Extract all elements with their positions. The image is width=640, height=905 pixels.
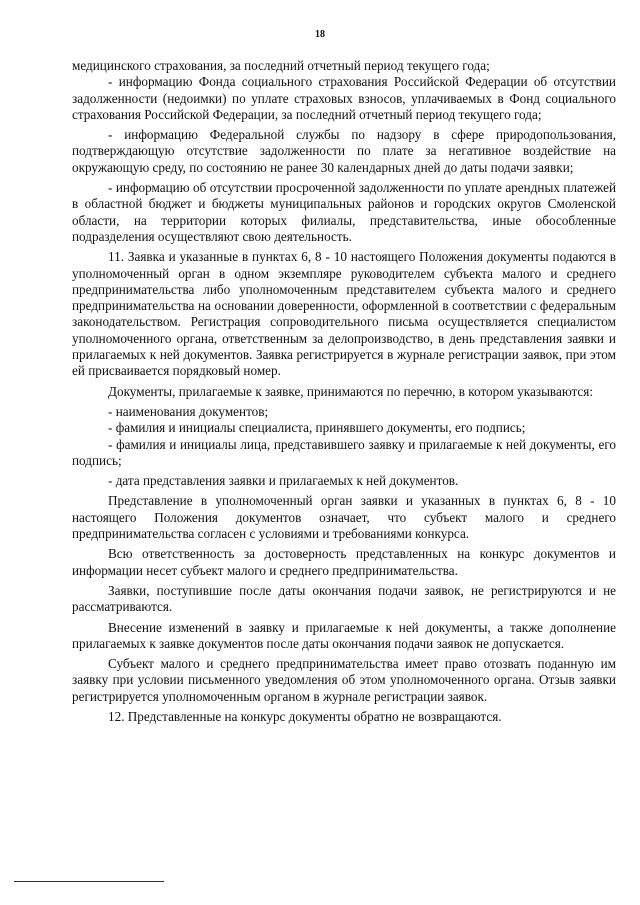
paragraph: Документы, прилагаемые к заявке, принимаются по перечню, в котором указываются: — [108, 383, 594, 399]
paragraph: - информацию Фонда социального страхования Российской Федерации об отсутствии задолженности (недоимки) по уплате страховых взносов, уплачиваемых в Фонд социального страхования Российской Федерации, за последний отчетный период текущего года; — [72, 74, 616, 122]
footer-divider — [14, 881, 164, 882]
list-item: - фамилия и инициалы специалиста, принявшего документы, его подпись; — [108, 420, 526, 436]
paragraph: Субъект малого и среднего предпринимательства имеет право отозвать поданную им заявку при условии письменного уведомления об этом уполномоченного органа. Отзыв заявки регистрируется уполномоченным органом в журнале регистрации заявок. — [72, 656, 616, 704]
paragraph: Заявки, поступившие после даты окончания подачи заявок, не регистрируются и не рассматриваются. — [72, 582, 616, 615]
list-item: - дата представления заявки и прилагаемых к ней документов. — [108, 473, 459, 489]
paragraph: медицинского страхования, за последний отчетный период текущего года; — [72, 58, 490, 73]
paragraph: Представление в уполномоченный орган заявки и указанных в пунктах 6, 8 - 10 настоящего Положения документов означает, что субъект малого и среднего предпринимательства согласен с условиями и требованиями конкурса. — [72, 493, 616, 542]
paragraph: - информацию об отсутствии просроченной задолженности по уплате арендных платежей в областной бюджет и бюджеты муниципальных районов и городских округов Смоленской области, на территории которых филиалы, представительства, иные обособленные подразделения осуществляют свою деятельность. — [72, 180, 616, 244]
list-item: - наименования документов; — [108, 403, 269, 419]
list-item: - фамилия и инициалы лица, представившего заявку и прилагаемые к ней документы, его подпись; — [72, 436, 616, 468]
page-number: 18 — [315, 29, 325, 40]
paragraph: 12. Представленные на конкурс документы обратно не возвращаются. — [108, 708, 502, 724]
paragraph: Внесение изменений в заявку и прилагаемые к ней документы, а также дополнение прилагаемых к заявке документов после даты окончания подачи заявок не допускается. — [72, 619, 616, 651]
document-body — [72, 58, 616, 729]
paragraph: Всю ответственность за достоверность представленных на конкурс документов и информации несет субъект малого и среднего предпринимательства. — [72, 546, 616, 578]
paragraph: 11. Заявка и указанные в пунктах 6, 8 - 10 настоящего Положения документы подаются в уполномоченный орган в одном экземпляре руководителем субъекта малого и среднего предпринимательства либо уполномоченным представителем субъекта малого и среднего предпринимательства на основании доверенности, оформленной в соответствии с федеральным законодательством. Регистрация сопроводительного письма осуществляется специалистом уполномоченного органа, ответственным за делопроизводство, в день представления заявки и прилагаемых к ней документов. Заявка регистрируется в журнале регистрации заявок, при этом ей присваивается порядковый номер. — [72, 249, 616, 379]
paragraph: - информацию Федеральной службы по надзору в сфере природопользования, подтверждающую отсутствие задолженности по плате за негативное воздействие на окружающую среду, по состоянию не ранее 30 календарных дней до даты подачи заявки; — [72, 127, 616, 175]
